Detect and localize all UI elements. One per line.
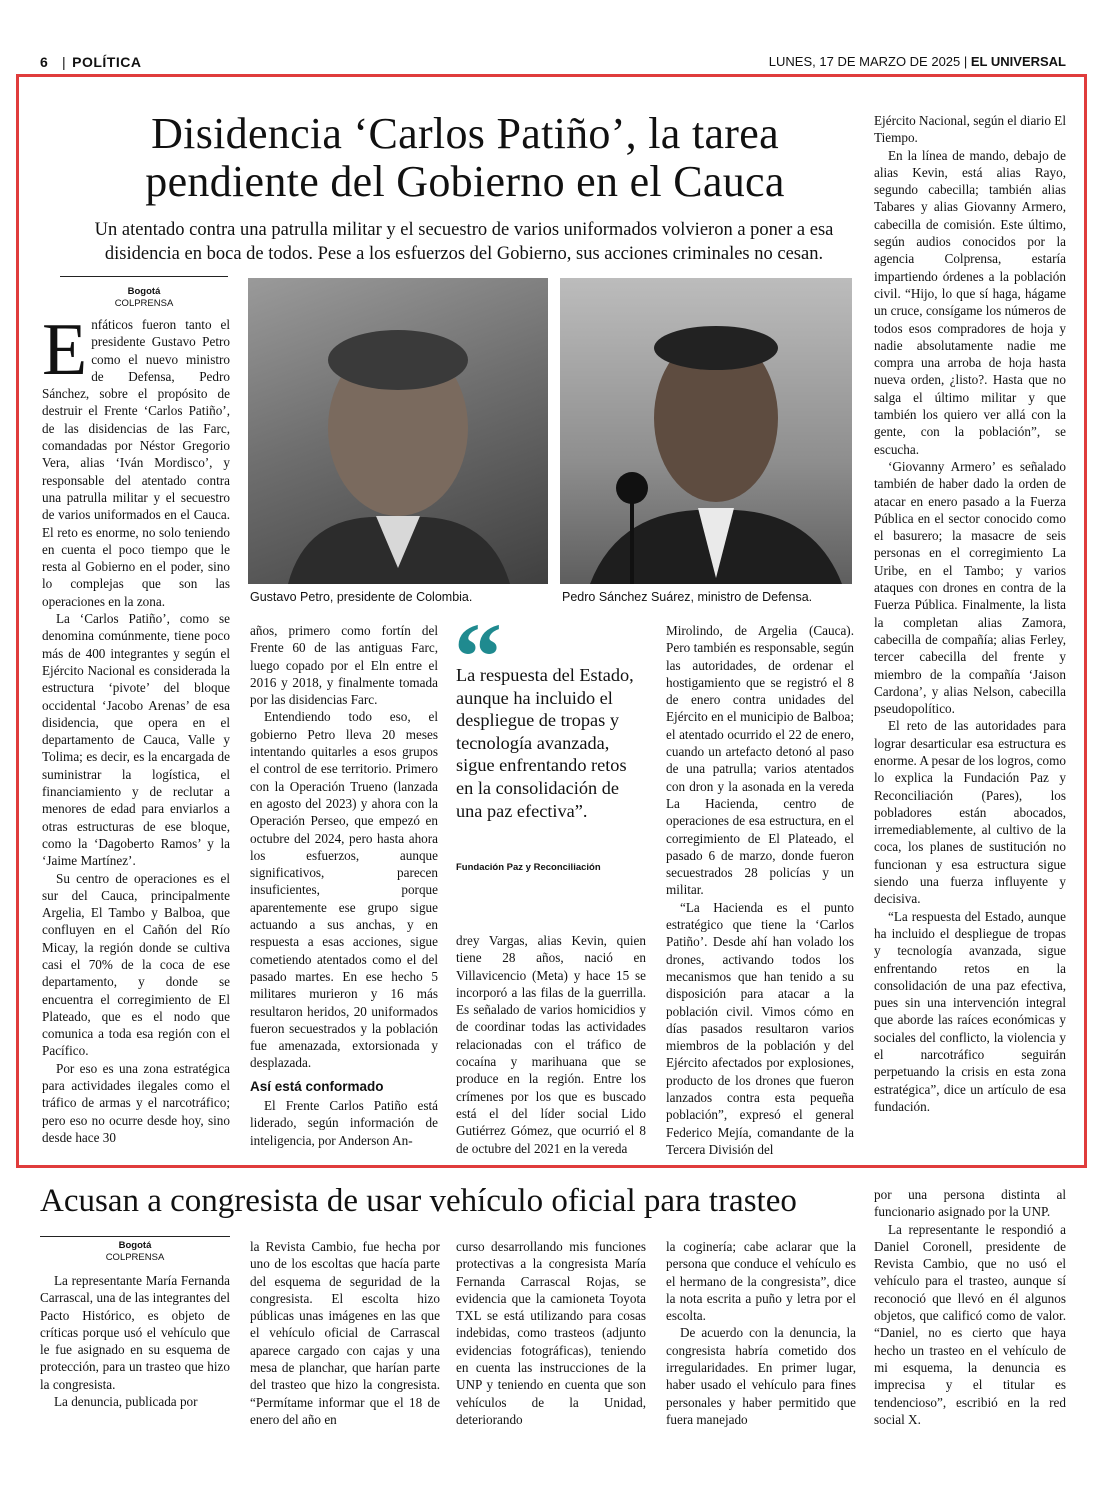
paragraph: por una persona distinta al funcionario asignado por la UNP.	[874, 1187, 1066, 1220]
paragraph: “La Hacienda es el punto estratégico que tiene la ‘Carlos Patiño’. Desde ahí han volado los drones, activando todos los mecanismos que han tenido a su disposición para atacar a la población civil. Vimos cómo en días pasados resultaron varios miembros de la población y del Ejército afectados por explosiones, producto de los drones que fueron lanzados contra esta pequeña población”, expresó el general Federico Mejía, comandante de la Tercera División del	[666, 899, 854, 1157]
paragraph: Su centro de operaciones es el sur del Cauca, principalmente Argelia, El Tambo y Balboa, que confluyen en el Cañón del Río Micay, la región donde se cultiva casi el 70% de la coca de ese departamento, y donde se encuentra el corregimiento de El Plateado, que es el nodo que comunica a toda esa región con el Pacífico.	[42, 870, 230, 1059]
portrait-illustration	[560, 278, 852, 584]
byline-place: Bogotá	[127, 286, 161, 297]
second-article-column-1	[40, 1272, 230, 1410]
photo-caption: Gustavo Petro, presidente de Colombia.	[250, 590, 473, 604]
paragraph: La ‘Carlos Patiño’, como se denomina comúnmente, tiene poco más de 400 integrantes y según el Ejército Nacional es considerada la estructura ‘pivote’ del bloque occidental ‘Jacobo Arenas’ de esa disidencia, que opera en el departamento de Cauca, Valle y Tolima; es decir, es la encargada de suministrar la logística, el financiamiento y de reclutar a menores de edad para enviarlos a otras estructuras de ese bloque, como la ‘Dagoberto Ramos’ y la ‘Jaime Martínez’.	[42, 611, 230, 869]
paragraph: De acuerdo con la denuncia, la congresista habría cometido dos irregularidades. En primer lugar, haber usado el vehículo para fines personales y haber permitido que fuera manejado	[666, 1325, 856, 1427]
lead-paragraph: nfáticos fueron tanto el presidente Gustavo Petro como el nuevo ministro de Defensa, Pedro Sánchez, sobre el propósito de destruir el Frente ‘Carlos Patiño’, de las disidencias de las Farc, comandadas por Néstor Gregorio Vera, alias ‘Iván Mordisco’, y responsable del atentado contra una patrulla militar y el secuestro de varios uniformados en el Cauca. El reto es enorme, no solo teniendo en cuenta el poco tiempo que le resta al Gobierno en el poder, sino lo complejas que son las operaciones en la zona.	[42, 317, 230, 609]
paragraph: El reto de las autoridades para lograr desarticular esa estructura es enorme. A pesar de los logros, como lo explica la Fundación Paz y Reconciliación (Pares), los pobladores están abocados, irremediablemente, al cultivo de la coca, los planes de sustitución no funcionan y esa estructura sigue siendo una fuerza influyente y decisiva.	[874, 718, 1066, 907]
second-article-column-3	[456, 1238, 646, 1428]
paragraph: El Frente Carlos Patiño está liderado, según información de inteligencia, por Anderson An-	[250, 1098, 438, 1148]
pull-quote-source: Fundación Paz y Reconciliación	[456, 862, 601, 873]
article-headline: Disidencia ‘Carlos Patiño’, la tarea pendiente del Gobierno en el Cauca	[145, 109, 785, 206]
byline-rule	[40, 1236, 230, 1237]
article-column-2	[250, 622, 438, 1149]
paragraph: años, primero como fortín del Frente 60 de las antiguas Farc, luego copado por el Eln entre el 2016 y 2018, y finalmente tomada por las disidencias Farc.	[250, 623, 438, 708]
second-article-column-5	[874, 1186, 1066, 1428]
second-article-column-4	[666, 1238, 856, 1428]
article-byline	[40, 1240, 230, 1264]
paragraph: drey Vargas, alias Kevin, quien tiene 28 años, nació en Villavicencio (Meta) y hace 15 se incorporó a las filas de la guerrilla. Es señalado de varios homicidios y de coordinar todas las actividades relacionadas con el tráfico de cocaína y marihuana que se produce en la región. Entre los crímenes por los que es buscado está el del líder social Lido Gutiérrez Gómez, que ocurrió el 8 de octubre del 2021 en la vereda	[456, 933, 646, 1156]
byline-agency: COLPRENSA	[105, 1252, 165, 1263]
section-name: | POLÍTICA	[62, 54, 141, 70]
drop-cap: E	[42, 309, 88, 391]
paragraph: “La respuesta del Estado, aunque ha incluido el despliegue de tropas y tecnología avanzada, sigue enfrentando retos en la consolidación de una paz efectiva, pues sin una intervención integral que aborde las raíces económicas y sociales del conflicto, la violencia y el narcotráfico seguirán perpetuando la crisis en esta zona estratégica”, dice un artículo de esa fundación.	[874, 908, 1066, 1114]
article-column-4	[666, 622, 854, 1158]
issue-date: LUNES, 17 DE MARZO DE 2025	[768, 54, 961, 69]
second-article-headline: Acusan a congresista de usar vehículo oficial para trasteo	[40, 1183, 797, 1219]
pull-quote: La respuesta del Estado, aunque ha incluido el despliegue de tropas y tecnología avanzada, sigue enfrentando retos en la consolidación de una paz efectiva”.	[456, 665, 634, 821]
paragraph: Ejército Nacional, según el diario El Tiempo.	[874, 113, 1066, 146]
page-number: 6	[40, 54, 48, 70]
byline-agency: COLPRENSA	[114, 298, 174, 309]
paragraph: Mirolindo, de Argelia (Cauca). Pero también es responsable, según las autoridades, de ordenar el hostigamiento que se registró el 8 de enero contra unidades del Ejército en el municipio de Balboa; el atentado ocurrido el 22 de enero, cuando un artefacto detonó al paso de una patrulla; varios atentados con dron y la asonada en la vereda La Hacienda, centro de operaciones de esa estructura, en el corregimiento de El Plateado, el pasado 6 de marzo, donde fueron secuestrados 28 policías y un militar.	[666, 623, 854, 898]
paragraph: Por eso es una zona estratégica para actividades ilegales como el tráfico de armas y el narcotráfico; pero eso no ocurre desde hoy, sino desde hace 30	[42, 1060, 230, 1145]
article-byline	[60, 286, 228, 310]
article-column-1	[42, 309, 230, 1146]
issue-dateline: LUNES, 17 DE MARZO DE 2025 | EL UNIVERSAL	[768, 54, 1066, 69]
article-subtitle: Así está conformado	[250, 1078, 384, 1094]
paragraph: La representante le respondió a Daniel Coronell, presidente de Revista Cambio, que no usó el vehículo para el trasteo, aunque sí reconoció que llevó en él algunos objetos, que calificó como de valor. “Daniel, no es cierto que haya hecho un trasteo en el vehículo de mi esquema, la denuncia es imprecisa y el titular es tendencioso”, escribió en la red social X.	[874, 1221, 1066, 1427]
publication-name: EL UNIVERSAL	[970, 54, 1066, 69]
portrait-illustration	[248, 278, 548, 584]
paragraph: En la línea de mando, debajo de alias Kevin, está alias Rayo, segundo cabecilla; también alias Tabares y alias Giovanny Armero, cabecilla de comisión. Este último, según audios conocidos por la agencia Colprensa, estaría impartiendo órdenes a la población civil. “Hijo, lo que sí haga, hágame un cruce, consígame los números de todos esos compradores de hoja y nadie absolutamente nadie me compra una arroba de hoja hasta nueva orden, ¿listo?. Hasta que no salga el último militar y que también los quiero ver allá con la gente, con la población”, se escucha.	[874, 147, 1066, 457]
article-column-3	[456, 932, 646, 1157]
paragraph: Entendiendo todo eso, el gobierno Petro lleva 20 meses intentando quitarles a esos grupos el control de ese territorio. Primero con la Operación Trueno (lanzada en agosto del 2023) y ahora con la Operación Perseo, que empezó en octubre del 2024, pero hasta ahora los esfuerzos, aunque significativos, parecen insuficientes, porque aparentemente ese grupo sigue actuando a sus anchas, y en respuesta a esas acciones, sigue cometiendo atentados como el del pasado martes. En ese hecho 5 militares murieron y 16 más resultaron heridos, 20 uniformados fueron secuestrados y la población fue amenazada, extorsionada y desplazada.	[250, 709, 438, 1071]
paragraph: la Revista Cambio, fue hecha por uno de los escoltas que hacía parte del esquema de seguridad de la congresista. El escolta hizo públicas unas imágenes en las que el vehículo oficial de Carrascal aparece cargado con cajas y una mesa de planchar, que harían parte del trasteo que hizo la congresista. “Permítame informar que el 18 de enero del año en	[250, 1239, 440, 1427]
quote-mark-icon: “	[454, 603, 502, 710]
byline-rule	[60, 276, 228, 277]
paragraph: La denuncia, publicada por	[54, 1394, 198, 1410]
paragraph: curso desarrollando mis funciones protectivas a la congresista María Fernanda Carrascal Rojas, se evidencia que la camioneta Toyota TXL se está utilizando para cosas indebidas, como trasteos (adjunto evidencias fotográficas), teniendo en cuenta las instrucciones de la UNP y teniendo en cuenta que son vehículos de la Unidad, deteriorando	[456, 1239, 646, 1427]
paragraph: La representante María Fernanda Carrascal, una de las integrantes del Pacto Histórico, es objeto de críticas porque usó el vehículo que le fue asignado en su esquema de protección, para un trasteo que hizo la congresista.	[40, 1273, 230, 1392]
photo-pedro-sanchez	[560, 278, 852, 584]
photo-caption: Pedro Sánchez Suárez, ministro de Defensa.	[562, 590, 813, 604]
article-subhead: Un atentado contra una patrulla militar y el secuestro de varios uniformados volvieron a poner a esa disidencia en boca de todos. Pese a los esfuerzos del Gobierno, sus acciones criminales no cesan.	[94, 220, 834, 264]
paragraph: ‘Giovanny Armero’ es señalado también de haber dado la orden de atacar en enero pasado a la Fuerza Pública en el sector conocido como el basurero; la masacre de seis personas en el corregimiento La Uribe, en el Tambo; y varios ataques con drones en contra de la Fuerza Pública. Finalmente, la lista la completan alias Zamora, cabecilla de compañía; alias Ferley, tercer cabecilla del frente y miembro de la compañía ‘Jaison Cardona’, y alias Nelson, cabecilla pseudopolítico.	[874, 458, 1066, 717]
paragraph: la coginería; cabe aclarar que la persona que conduce el vehículo es el hermano de la congresista”, dice la nota escrita a puño y letra por el escolta.	[666, 1239, 856, 1324]
article-column-5	[874, 112, 1066, 1115]
photo-gustavo-petro	[248, 278, 548, 584]
byline-place: Bogotá	[118, 1240, 152, 1251]
second-article-column-2	[250, 1238, 440, 1428]
